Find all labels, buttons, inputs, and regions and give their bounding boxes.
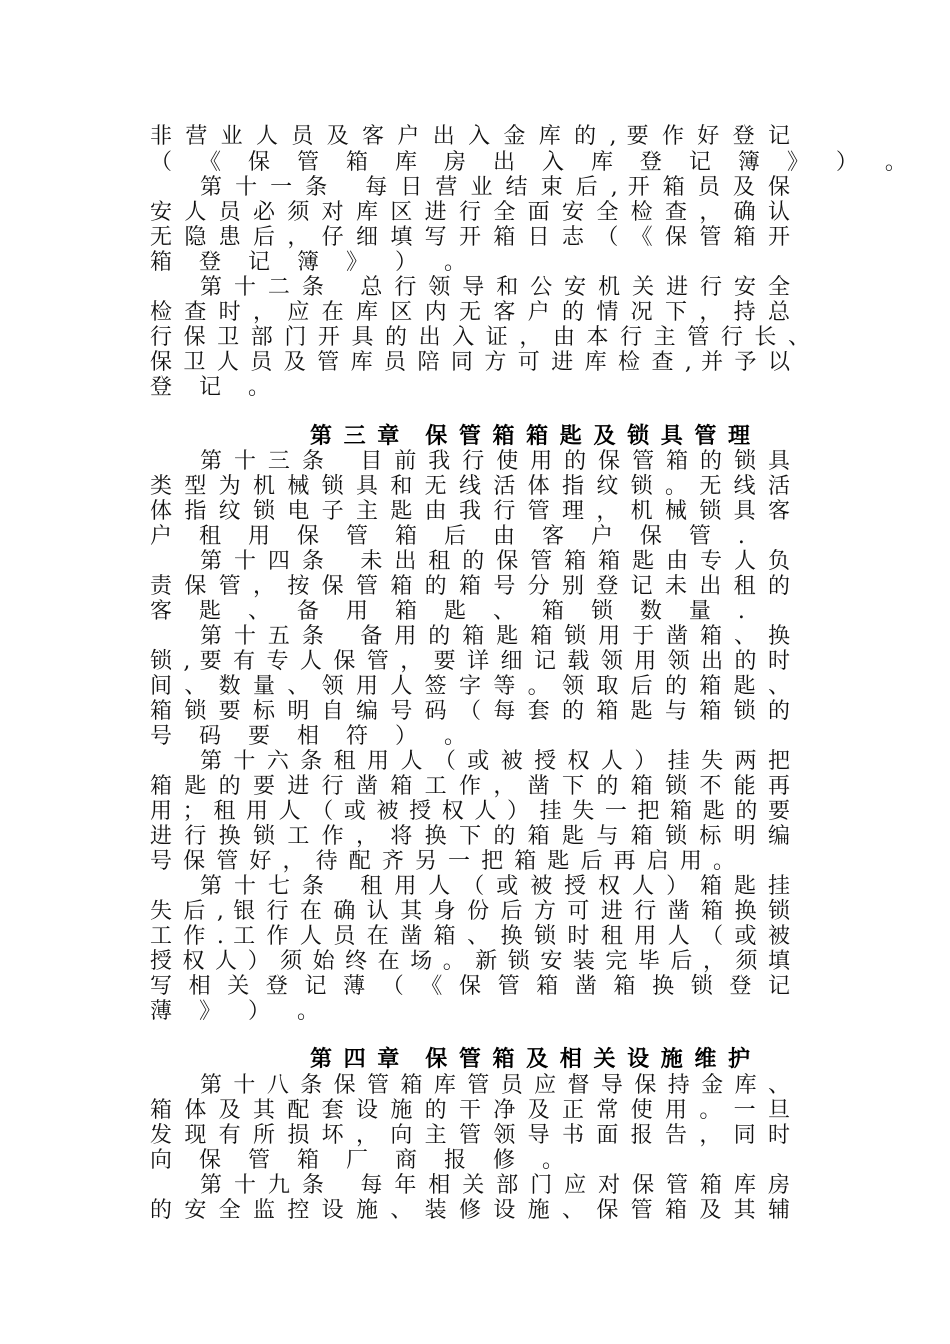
text-line: 号 码 要 相 符 ） 。 (150, 724, 476, 749)
text-line: （ 《 保 管 箱 库 房 出 入 库 登 记 簿 》 ） 。 (150, 150, 917, 175)
text-line: 写 相 关 登 记 薄 （ 《 保 管 箱 凿 箱 换 锁 登 记 (150, 974, 790, 999)
text-line: 锁 , 要 有 专 人 保 管 ， 要 详 细 记 载 领 用 领 出 的 时 (150, 649, 790, 674)
text-line: 间 、 数 量 、 领 用 人 签 字 等 。 领 取 后 的 箱 匙 、 (150, 674, 790, 699)
text-line: 行 保 卫 部 门 开 具 的 出 入 证 ， 由 本 行 主 管 行 长 、 (150, 325, 810, 350)
text-line: 箱 体 及 其 配 套 设 施 的 干 净 及 正 常 使 用 。 一 旦 (150, 1098, 790, 1123)
text-line: 用 ； 租 用 人 （ 或 被 授 权 人 ） 挂 失 一 把 箱 匙 的 要 (150, 799, 790, 824)
text-line: 授 权 人 ） 须 始 终 在 场 。 新 锁 安 装 完 毕 后 ， 须 填 (150, 949, 790, 974)
text-line: 检 查 时 ， 应 在 库 区 内 无 客 户 的 情 况 下 ， 持 总 (150, 300, 790, 325)
article-19-line: 第 十 九 条 每 年 相 关 部 门 应 对 保 管 箱 库 房 (200, 1173, 790, 1198)
text-line: 非 营 业 人 员 及 客 户 出 入 金 库 的 , 要 作 好 登 记 (150, 124, 790, 149)
text-line: 责 保 管 ， 按 保 管 箱 的 箱 号 分 别 登 记 未 出 租 的 (150, 574, 790, 599)
chapter-4-heading: 第 四 章 保 管 箱 及 相 关 设 施 维 护 (310, 1047, 750, 1072)
article-13-line: 第 十 三 条 目 前 我 行 使 用 的 保 管 箱 的 锁 具 (200, 449, 790, 474)
chapter-3-heading: 第 三 章 保 管 箱 箱 匙 及 锁 具 管 理 (310, 424, 750, 449)
text-line: 保 卫 人 员 及 管 库 员 陪 同 方 可 进 库 检 查 , 并 予 以 (150, 350, 790, 375)
text-line: 箱 登 记 簿 》 ） 。 (150, 250, 476, 275)
text-line: 号 保 管 好 ， 待 配 齐 另 一 把 箱 匙 后 再 启 用 。 (150, 849, 735, 874)
text-line: 客 匙 、 备 用 箱 匙 、 箱 锁 数 量 . (150, 599, 755, 624)
article-18-line: 第 十 八 条 保 管 箱 库 管 员 应 督 导 保 持 金 库 、 (200, 1073, 790, 1098)
text-line: 箱 匙 的 要 进 行 凿 箱 工 作 ， 凿 下 的 箱 锁 不 能 再 (150, 774, 790, 799)
text-line: 户 租 用 保 管 箱 后 由 客 户 保 管 . (150, 524, 755, 549)
text-line: 箱 锁 要 标 明 自 编 号 码 （ 每 套 的 箱 匙 与 箱 锁 的 (150, 699, 790, 724)
text-line: 登 记 。 (150, 375, 280, 400)
text-line: 向 保 管 箱 厂 商 报 修 。 (150, 1148, 574, 1173)
article-11-line: 第 十 一 条 每 日 营 业 结 束 后 , 开 箱 员 及 保 (200, 175, 790, 200)
text-line: 无 隐 患 后 ， 仔 细 填 写 开 箱 日 志 （ 《 保 管 箱 开 (150, 225, 790, 250)
text-line: 发 现 有 所 损 坏 ， 向 主 管 领 导 书 面 报 告 ， 同 时 (150, 1123, 790, 1148)
article-17-line: 第 十 七 条 租 用 人 （ 或 被 授 权 人 ） 箱 匙 挂 (200, 874, 790, 899)
text-line: 类 型 为 机 械 锁 具 和 无 线 活 体 指 纹 锁 。 无 线 活 (150, 474, 790, 499)
text-line: 进 行 换 锁 工 作 ， 将 换 下 的 箱 匙 与 箱 锁 标 明 编 (150, 824, 790, 849)
text-line: 薄 》 ） 。 (150, 999, 329, 1024)
article-15-line: 第 十 五 条 备 用 的 箱 匙 箱 锁 用 于 凿 箱 、 换 (200, 624, 790, 649)
article-14-line: 第 十 四 条 未 出 租 的 保 管 箱 箱 匙 由 专 人 负 (200, 549, 790, 574)
article-12-line: 第 十 二 条 总 行 领 导 和 公 安 机 关 进 行 安 全 (200, 275, 790, 300)
text-line: 工 作 . 工 作 人 员 在 凿 箱 、 换 锁 时 租 用 人 （ 或 被 (150, 924, 790, 949)
text-line: 安 人 员 必 须 对 库 区 进 行 全 面 安 全 检 查 ， 确 认 (150, 200, 790, 225)
text-line: 体 指 纹 锁 电 子 主 匙 由 我 行 管 理 ， 机 械 锁 具 客 (150, 499, 790, 524)
text-line: 失 后 , 银 行 在 确 认 其 身 份 后 方 可 进 行 凿 箱 换 锁 (150, 899, 790, 924)
article-16-line: 第 十 六 条 租 用 人 （ 或 被 授 权 人 ） 挂 失 两 把 (200, 749, 790, 774)
text-line: 的 安 全 监 控 设 施 、 装 修 设 施 、 保 管 箱 及 其 辅 (150, 1198, 790, 1223)
